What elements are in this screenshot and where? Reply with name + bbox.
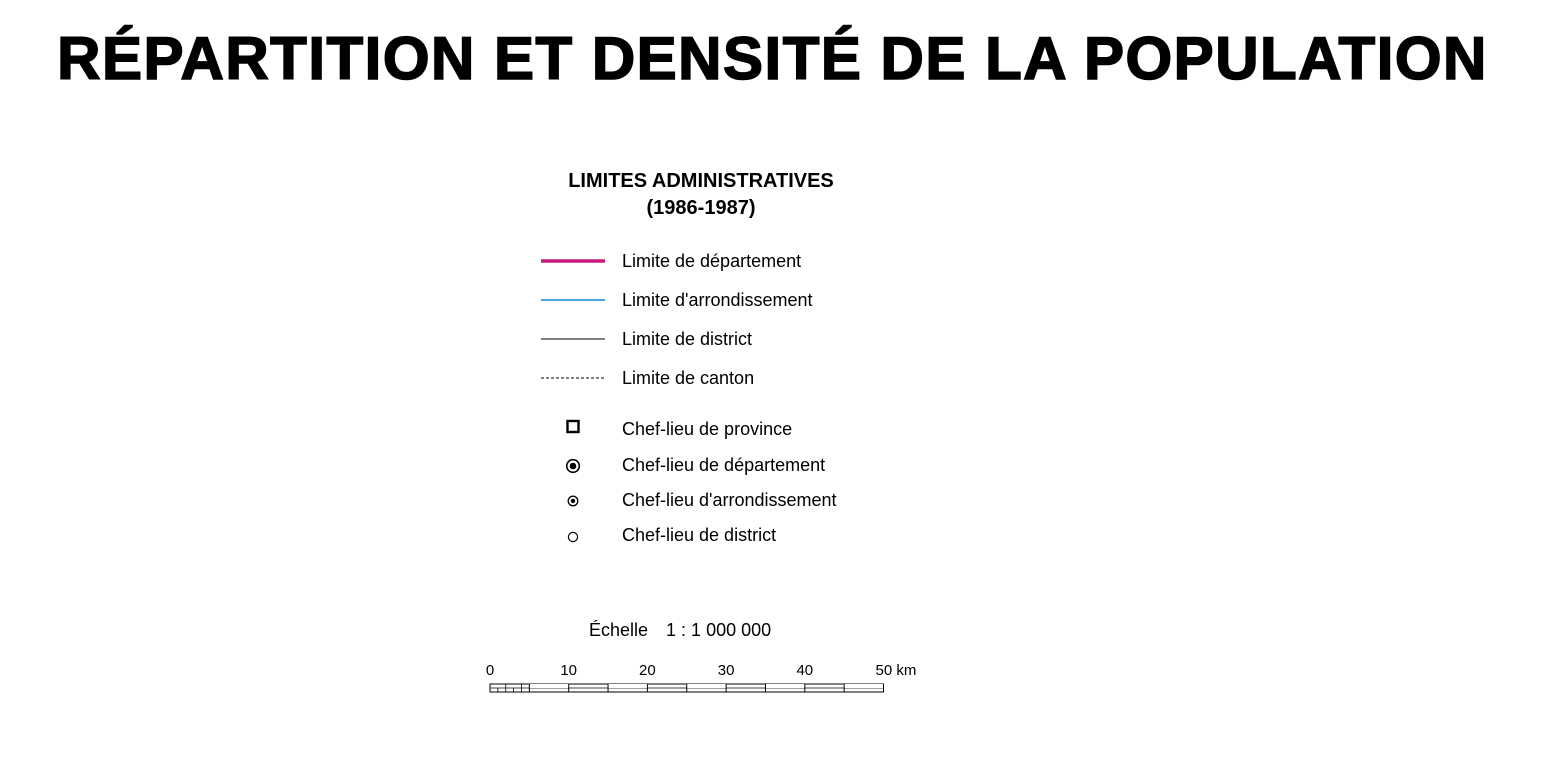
scale-tick-label: 0 (485, 662, 495, 679)
scale-bar-segment (529, 684, 568, 688)
legend-item-district-capital (540, 523, 900, 547)
legend-label: Limite de district (622, 329, 753, 349)
open-circle-icon (540, 523, 606, 547)
page-title: RÉPARTITION ET DENSITÉ DE LA POPULATION (57, 25, 1488, 92)
small-dot-circle-icon (540, 488, 606, 512)
scale-tick-label: 50 km (875, 662, 917, 679)
scale-bar (478, 655, 938, 705)
scale-bar-segment (844, 684, 883, 688)
scale-tick-label: 30 (717, 662, 735, 679)
dashed-line-icon (540, 366, 606, 390)
scale-tick-label: 40 (796, 662, 814, 679)
scale-bar-segment (608, 684, 647, 688)
scale-bar-segment (765, 684, 804, 688)
scale-caption (589, 618, 771, 642)
legend-label: Chef-lieu de département (622, 455, 826, 475)
magenta-thick-line-icon (540, 249, 606, 273)
legend-label: Chef-lieu de district (622, 525, 777, 545)
blue-thin-line-icon (540, 288, 606, 312)
legend-item-arrondissement-capital (540, 488, 900, 512)
legend-item-district-limit (540, 327, 900, 351)
black-thin-line-icon (540, 327, 606, 351)
scale-bar-segment (687, 684, 726, 688)
square-icon (540, 417, 606, 441)
legend-item-canton-limit (540, 366, 900, 390)
legend-item-arrondissement-limit (540, 288, 900, 312)
legend-label: Limite d'arrondissement (622, 290, 813, 310)
scale-word: Échelle (589, 620, 649, 640)
legend-label: Limite de département (622, 251, 802, 271)
legend-label: Chef-lieu de province (622, 419, 793, 439)
legend-years: (1986-1987) (646, 197, 756, 219)
scale-tick-label: 20 (639, 662, 656, 679)
legend-title: LIMITES ADMINISTRATIVES (568, 170, 834, 192)
legend-item-province-capital (540, 417, 900, 441)
large-dot-circle-icon (540, 453, 606, 477)
scale-ratio: 1 : 1 000 000 (666, 620, 772, 640)
scale-tick-label: 10 (560, 662, 578, 679)
legend-item-department-capital (540, 453, 900, 477)
legend-label: Chef-lieu d'arrondissement (622, 490, 837, 510)
legend-item-department-limit (540, 249, 900, 273)
legend-label: Limite de canton (622, 368, 755, 388)
